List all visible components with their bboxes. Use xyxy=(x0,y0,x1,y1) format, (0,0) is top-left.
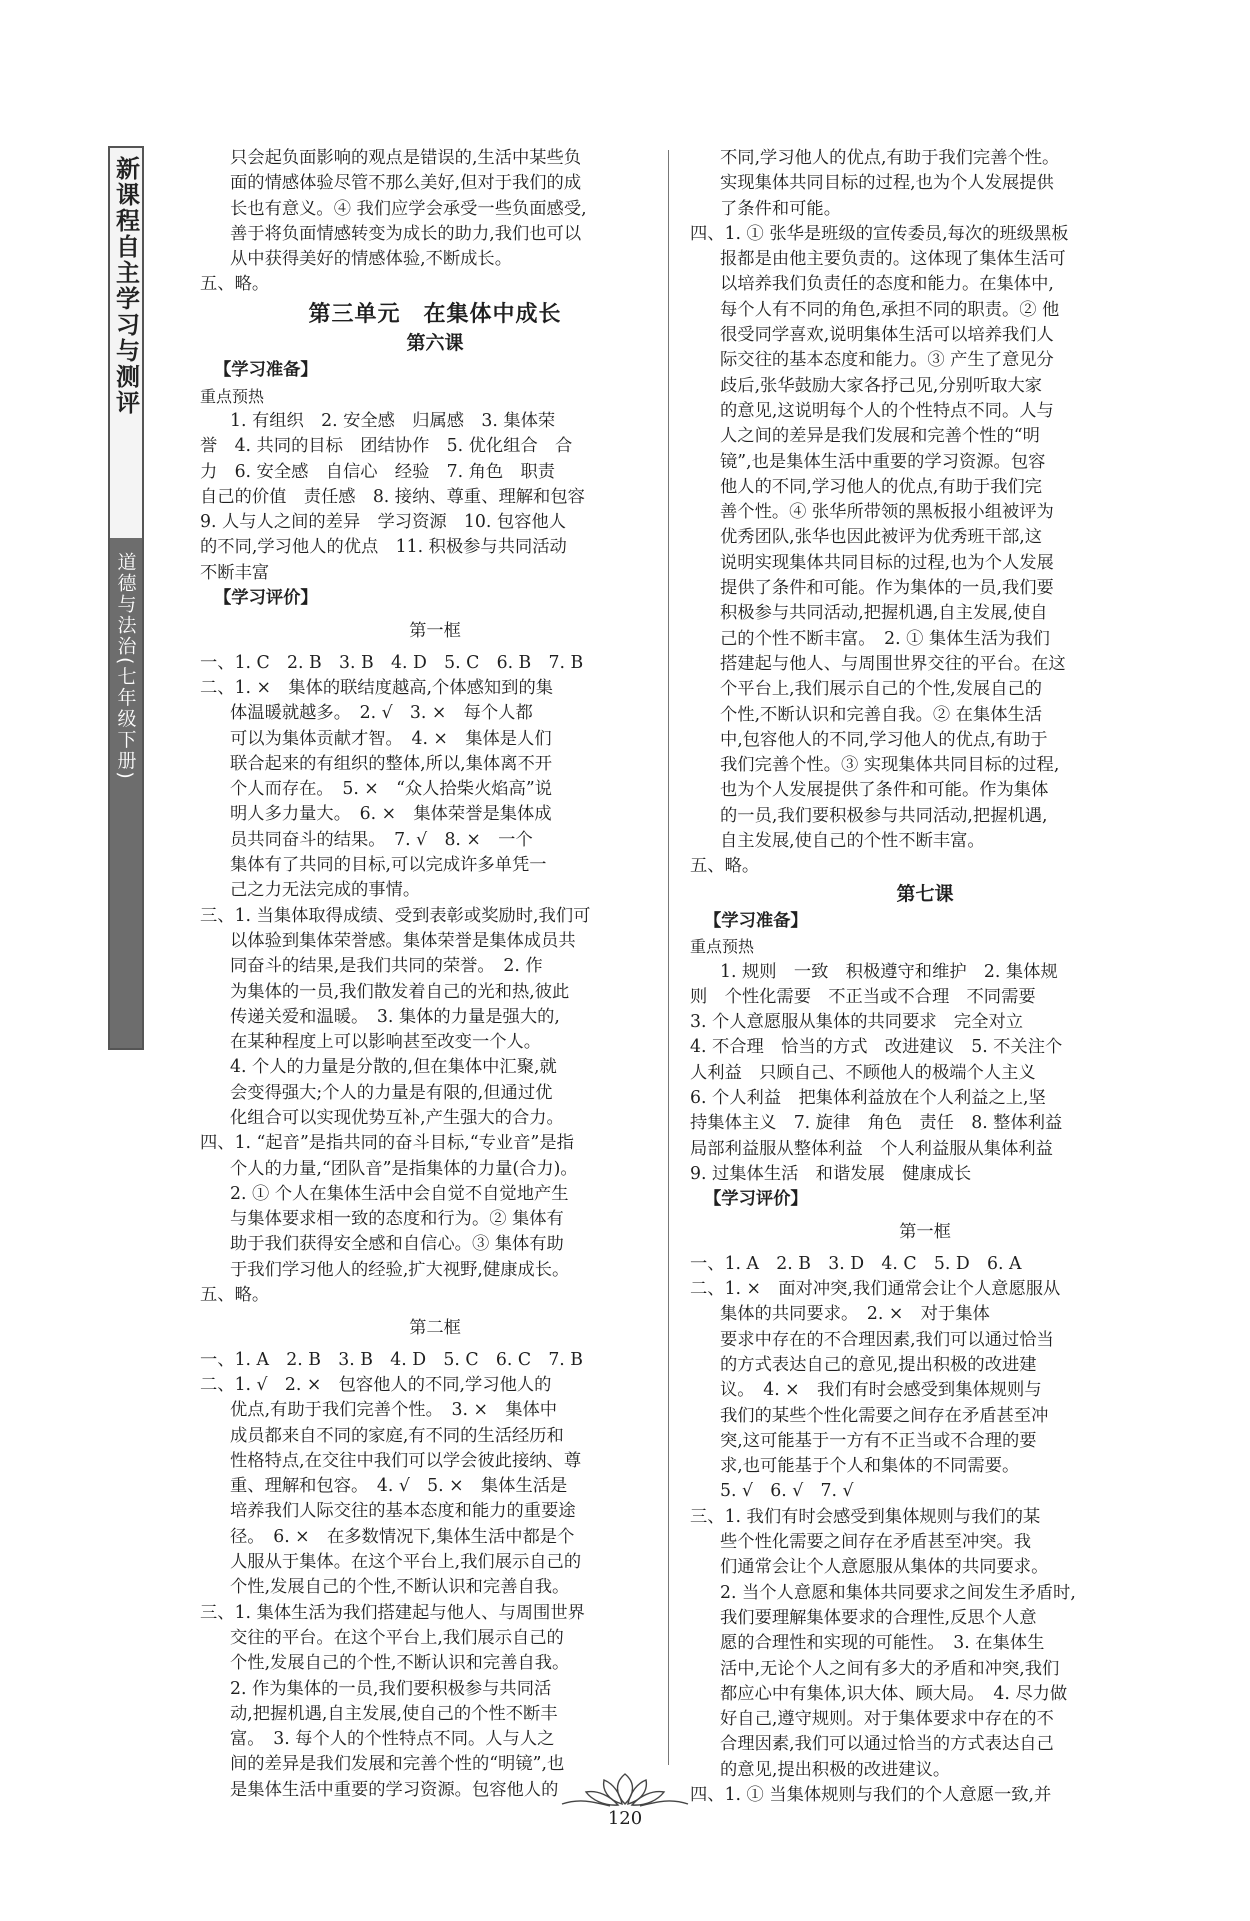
text-line: 歧后,张华鼓励大家各抒己见,分别听取大家 xyxy=(720,375,1043,396)
text-line: 镜”,也是集体生活中重要的学习资源。包容 xyxy=(720,451,1046,472)
text-line: 求,也可能基于个人和集体的不同需要。 xyxy=(720,1456,1020,1477)
text-line: 以体验到集体荣誉感。集体荣誉是集体成员共 xyxy=(230,930,576,951)
text-line: 些个性化需要之间存在矛盾甚至冲突。我 xyxy=(720,1532,1032,1553)
text-line: 同奋斗的结果,是我们共同的荣誉。 2. 作 xyxy=(230,956,543,977)
text-line: 誉 4. 共同的目标 团结协作 5. 优化组合 合 xyxy=(200,436,573,457)
text-line: 他人的不同,学习他人的优点,有助于我们完 xyxy=(720,476,1043,497)
text-line: 积极参与共同活动,把握机遇,自主发展,使自 xyxy=(720,603,1048,624)
section-heading: 【学习评价】 xyxy=(704,1189,808,1210)
text-line: 只会起负面影响的观点是错误的,生活中某些负 xyxy=(230,148,582,168)
section-heading: 【学习准备】 xyxy=(704,910,808,931)
text-line: 为集体的一员,我们散发着自己的光和热,彼此 xyxy=(230,981,570,1002)
text-line: 的一员,我们要积极参与共同活动,把握机遇, xyxy=(720,805,1048,826)
text-line: 们通常会让个人意愿服从集体的共同要求。 xyxy=(720,1557,1049,1578)
text-line: 了条件和可能。 xyxy=(720,198,841,219)
text-line: 性格特点,在交往中我们可以学会彼此接纳、尊 xyxy=(230,1450,582,1471)
text-line: 员共同奋斗的结果。 7. √ 8. × 一个 xyxy=(230,829,533,850)
text-line: 富。 3. 每个人的个性特点不同。人与人之 xyxy=(230,1729,555,1750)
series-title-box xyxy=(110,148,142,538)
text-line: 四、1. ① 当集体规则与我们的个人意愿一致,并 xyxy=(690,1785,1052,1805)
text-line: 4. 不合理 恰当的方式 改进建议 5. 不关注个 xyxy=(690,1037,1063,1058)
text-line: 也为个人发展提供了条件和可能。作为集体 xyxy=(720,780,1049,801)
text-line: 重、理解和包容。 4. √ 5. × 集体生活是 xyxy=(230,1476,568,1497)
text-line: 持集体主义 7. 旋律 角色 责任 8. 整体利益 xyxy=(690,1113,1063,1134)
text-line: 联合起来的有组织的整体,所以,集体离不开 xyxy=(230,753,553,774)
text-line: 1. 规则 一致 积极遵守和维护 2. 集体规 xyxy=(720,961,1058,982)
text-line: 的意见,提出积极的改进建议。 xyxy=(720,1759,951,1780)
text-line: 间的差异是我们发展和完善个性的“明镜”,也 xyxy=(230,1754,565,1775)
text-line: 三、1. 当集体取得成绩、受到表彰或奖励时,我们可 xyxy=(200,905,591,926)
text-line: 都应心中有集体,识大体、顾大局。 4. 尽力做 xyxy=(720,1683,1068,1704)
text-line: 活中,无论个人之间有多大的矛盾和冲突,我们 xyxy=(720,1658,1060,1679)
text-line: 明人多力量大。 6. × 集体荣誉是集体成 xyxy=(230,804,552,825)
text-line: 五、略。 xyxy=(690,856,760,877)
text-line: 培养我们人际交往的基本态度和能力的重要途 xyxy=(230,1501,576,1522)
text-line: 中,包容他人的不同,学习他人的优点,有助于 xyxy=(720,729,1048,750)
text-line: 集体的共同要求。 2. × 对于集体 xyxy=(720,1304,990,1325)
text-line: 长也有意义。④ 我们应学会承受一些负面感受, xyxy=(230,198,587,219)
text-line: 合理因素,我们可以通过恰当的方式表达自己 xyxy=(720,1734,1054,1755)
subject-title: 道德与法治(七年级下册) xyxy=(114,552,137,781)
text-line: 报都是由他主要负责的。这体现了集体生活可 xyxy=(720,249,1066,270)
text-line: 个人的力量,“团队音”是指集体的力量(合力)。 xyxy=(230,1158,578,1179)
text-line: 我们完善个性。③ 实现集体共同目标的过程, xyxy=(720,755,1060,776)
frame-heading: 第一框 xyxy=(899,1222,951,1243)
text-line: 突,这可能基于一方有不正当或不合理的要 xyxy=(720,1430,1037,1451)
unit-heading: 第三单元 在集体中成长 xyxy=(308,300,562,327)
text-line: 动,把握机遇,自主发展,使自己的个性不断丰 xyxy=(230,1703,558,1724)
text-line: 交往的平台。在这个平台上,我们展示自己的 xyxy=(230,1627,564,1648)
text-line: 径。 6. × 在多数情况下,集体生活中都是个 xyxy=(230,1526,575,1547)
text-line: 好自己,遵守规则。对于集体要求中存在的不 xyxy=(720,1709,1054,1730)
text-line: 我们要理解集体要求的合理性,反思个人意 xyxy=(720,1607,1037,1628)
text-line: 3. 个人意愿服从集体的共同要求 完全对立 xyxy=(690,1012,1024,1033)
text-line: 一、1. C 2. B 3. B 4. D 5. C 6. B 7. B xyxy=(200,652,584,673)
text-line: 5. √ 6. √ 7. √ xyxy=(720,1481,854,1502)
series-title: 新课程自主学习与测评 xyxy=(111,156,140,416)
text-line: 以培养我们负责任的态度和能力。在集体中, xyxy=(720,274,1054,295)
subsection-label: 重点预热 xyxy=(200,386,265,406)
text-line: 传递关爱和温暖。 3. 集体的力量是强大的, xyxy=(230,1006,560,1027)
text-line: 提供了条件和可能。作为集体的一员,我们要 xyxy=(720,578,1054,599)
text-line: 二、1. × 集体的联结度越高,个体感知到的集 xyxy=(200,677,554,698)
text-line: 9. 人与人之间的差异 学习资源 10. 包容他人 xyxy=(200,512,567,533)
text-line: 议。 4. × 我们有时会感受到集体规则与 xyxy=(720,1380,1042,1401)
text-line: 人之间的差异是我们发展和完善个性的“明 xyxy=(720,426,1040,447)
text-line: 于我们学习他人的经验,扩大视野,健康成长。 xyxy=(230,1259,570,1280)
text-line: 体温暖就越多。 2. √ 3. × 每个人都 xyxy=(230,703,533,724)
text-line: 人利益 只顾自己、不顾他人的极端个人主义 xyxy=(690,1062,1036,1083)
text-line: 不同,学习他人的优点,有助于我们完善个性。 xyxy=(720,148,1060,168)
frame-heading: 第一框 xyxy=(409,621,461,642)
text-line: 个平台上,我们展示自己的个性,发展自己的 xyxy=(720,679,1043,700)
text-line: 是集体生活中重要的学习资源。包容他人的 xyxy=(230,1779,559,1800)
text-line: 6. 个人利益 把集体利益放在个人利益之上,坚 xyxy=(690,1087,1046,1108)
text-line: 优秀团队,张华也因此被评为优秀班干部,这 xyxy=(720,527,1043,548)
text-line: 则 个性化需要 不正当或不合理 不同需要 xyxy=(690,986,1036,1007)
text-line: 个人而存在。 5. × “众人拾柴火焰高”说 xyxy=(230,779,552,800)
text-line: 五、略。 xyxy=(200,274,270,295)
text-line: 我们的某些个性化需要之间存在矛盾甚至冲 xyxy=(720,1405,1049,1426)
column-divider xyxy=(668,150,669,1765)
text-line: 的意见,这说明每个人的个性特点不同。人与 xyxy=(720,400,1054,421)
lesson-heading: 第六课 xyxy=(406,332,464,355)
text-line: 局部利益服从整体利益 个人利益服从集体利益 xyxy=(690,1138,1053,1159)
right-column xyxy=(690,146,1160,1808)
text-line: 一、1. A 2. B 3. B 4. D 5. C 6. C 7. B xyxy=(200,1349,583,1370)
text-line: 说明实现集体共同目标的过程,也为个人发展 xyxy=(720,552,1054,573)
text-line: 力 6. 安全感 自信心 经验 7. 角色 职责 xyxy=(200,461,556,482)
text-line: 五、略。 xyxy=(200,1285,270,1306)
text-line: 四、1. ① 张华是班级的宣传委员,每次的班级黑板 xyxy=(690,223,1069,244)
text-line: 个性,发展自己的个性,不断认识和完善自我。 xyxy=(230,1577,570,1598)
lesson-heading: 第七课 xyxy=(896,882,954,905)
text-line: 人服从于集体。在这个平台上,我们展示自己的 xyxy=(230,1552,582,1573)
section-heading: 【学习准备】 xyxy=(214,360,318,381)
text-line: 的方式表达自己的意见,提出积极的改进建 xyxy=(720,1354,1037,1375)
text-line: 己之力无法完成的事情。 xyxy=(230,880,421,901)
text-line: 二、1. √ 2. × 包容他人的不同,学习他人的 xyxy=(200,1374,552,1395)
text-line: 个性,不断认识和完善自我。② 在集体生活 xyxy=(720,704,1043,725)
text-line: 善于将负面情感转变为成长的助力,我们也可以 xyxy=(230,223,582,244)
sidebar xyxy=(108,146,144,1050)
subsection-label: 重点预热 xyxy=(690,937,755,957)
text-line: 与集体要求相一致的态度和行为。② 集体有 xyxy=(230,1209,564,1230)
text-line: 搭建起与他人、与周围世界交往的平台。在这 xyxy=(720,653,1066,674)
text-line: 集体有了共同的目标,可以完成许多单凭一 xyxy=(230,855,547,876)
text-line: 成员都来自不同的家庭,有不同的生活经历和 xyxy=(230,1425,564,1446)
text-line: 自主发展,使自己的个性不断丰富。 xyxy=(720,831,985,852)
text-line: 9. 过集体生活 和谐发展 健康成长 xyxy=(690,1163,972,1184)
text-line: 不断丰富 xyxy=(200,562,270,583)
text-line: 的不同,学习他人的优点 11. 积极参与共同活动 xyxy=(200,537,567,558)
subject-box xyxy=(110,538,142,1048)
section-heading: 【学习评价】 xyxy=(214,588,318,609)
text-line: 1. 有组织 2. 安全感 归属感 3. 集体荣 xyxy=(230,410,556,431)
text-line: 二、1. × 面对冲突,我们通常会让个人意愿服从 xyxy=(690,1279,1061,1300)
text-line: 善个性。④ 张华所带领的黑板报小组被评为 xyxy=(720,502,1054,523)
text-line: 四、1. “起音”是指共同的奋斗目标,“专业音”是指 xyxy=(200,1133,574,1154)
text-line: 2. 当个人意愿和集体共同要求之间发生矛盾时, xyxy=(720,1582,1076,1603)
text-line: 会变得强大;个人的力量是有限的,但通过优 xyxy=(230,1082,553,1103)
text-line: 实现集体共同目标的过程,也为个人发展提供 xyxy=(720,173,1054,194)
page-footer xyxy=(0,1772,1250,1829)
text-line: 一、1. A 2. B 3. D 4. C 5. D 6. A xyxy=(690,1253,1022,1274)
text-line: 可以为集体贡献才智。 4. × 集体是人们 xyxy=(230,728,552,749)
text-line: 三、1. 我们有时会感受到集体规则与我们的某 xyxy=(690,1506,1041,1527)
text-line: 很受同学喜欢,说明集体生活可以培养我们人 xyxy=(720,325,1054,346)
text-line: 己的个性不断丰富。 2. ① 集体生活为我们 xyxy=(720,628,1050,649)
text-line: 2. 作为集体的一员,我们要积极参与共同活 xyxy=(230,1678,552,1699)
frame-heading: 第二框 xyxy=(409,1318,461,1339)
text-line: 优点,有助于我们完善个性。 3. × 集体中 xyxy=(230,1400,558,1421)
left-column xyxy=(200,146,670,1803)
text-line: 在某种程度上可以影响甚至改变一个人。 xyxy=(230,1032,542,1053)
text-line: 三、1. 集体生活为我们搭建起与他人、与周围世界 xyxy=(200,1602,585,1623)
leaf-ornament-icon xyxy=(560,1772,690,1808)
text-line: 个性,发展自己的个性,不断认识和完善自我。 xyxy=(230,1653,570,1674)
text-line: 际交往的基本态度和能力。③ 产生了意见分 xyxy=(720,350,1054,371)
text-line: 助于我们获得安全感和自信心。③ 集体有助 xyxy=(230,1234,564,1255)
text-line: 每个人有不同的角色,承担不同的职责。② 他 xyxy=(720,299,1060,320)
page-number: 120 xyxy=(607,1808,643,1829)
text-line: 自己的价值 责任感 8. 接纳、尊重、理解和包容 xyxy=(200,486,585,507)
text-line: 从中获得美好的情感体验,不断成长。 xyxy=(230,249,512,270)
text-line: 2. ① 个人在集体生活中会自觉不自觉地产生 xyxy=(230,1183,569,1204)
text-line: 要求中存在的不合理因素,我们可以通过恰当 xyxy=(720,1329,1054,1350)
text-line: 面的情感体验尽管不那么美好,但对于我们的成 xyxy=(230,173,582,194)
text-line: 化组合可以实现优势互补,产生强大的合力。 xyxy=(230,1107,564,1128)
text-line: 4. 个人的力量是分散的,但在集体中汇聚,就 xyxy=(230,1057,557,1078)
text-line: 愿的合理性和实现的可能性。 3. 在集体生 xyxy=(720,1633,1045,1654)
